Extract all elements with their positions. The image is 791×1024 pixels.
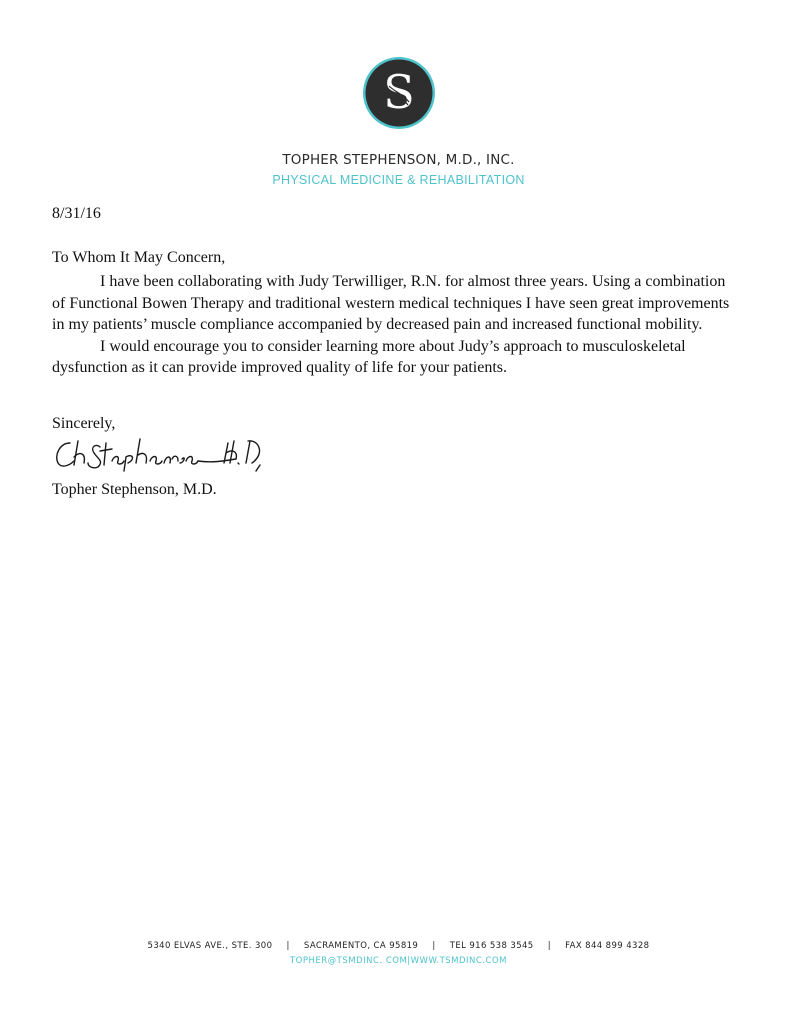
letter-date: 8/31/16 [52,205,101,222]
monogram-s-icon [362,56,436,130]
footer-city: SACRAMENTO, CA 95819 [303,941,419,951]
footer-web-link[interactable]: TOPHER@TSMDINC. COM|WWW.TSMDINC.COM [289,956,508,966]
separator: | [547,941,551,951]
logo-letter: S [383,65,415,119]
handwritten-signature [52,433,272,473]
footer-tel: TEL 916 538 3545 [449,941,534,951]
letter-body [52,271,742,379]
closing: Sincerely, [52,415,116,432]
body-paragraph: I would encourage you to consider learning more about Judy’s approach to musculoskeletal dysfunction as it can provide improved quality of life for your patients. [52,337,686,376]
footer-address: 5340 ELVAS AVE., STE. 300 [147,941,273,951]
footer-fax: FAX 844 899 4328 [565,941,650,951]
footer-contact-line [0,941,791,951]
separator: | [286,941,290,951]
separator: | [432,941,436,951]
company-tagline: PHYSICAL MEDICINE & REHABILITATION [272,173,525,187]
body-paragraph: I have been collaborating with Judy Terwilliger, R.N. for almost three years. Using a combination of Functional Bowen Therapy and traditional western medical techniques I have seen great improvements in my patients’ muscle compliance accompanied by decreased pain and increased functional mobility. [52,273,730,333]
company-name: TOPHER STEPHENSON, M.D., INC. [282,152,515,168]
signer-name: Topher Stephenson, M.D. [52,481,217,498]
salutation: To Whom It May Concern, [52,249,226,266]
